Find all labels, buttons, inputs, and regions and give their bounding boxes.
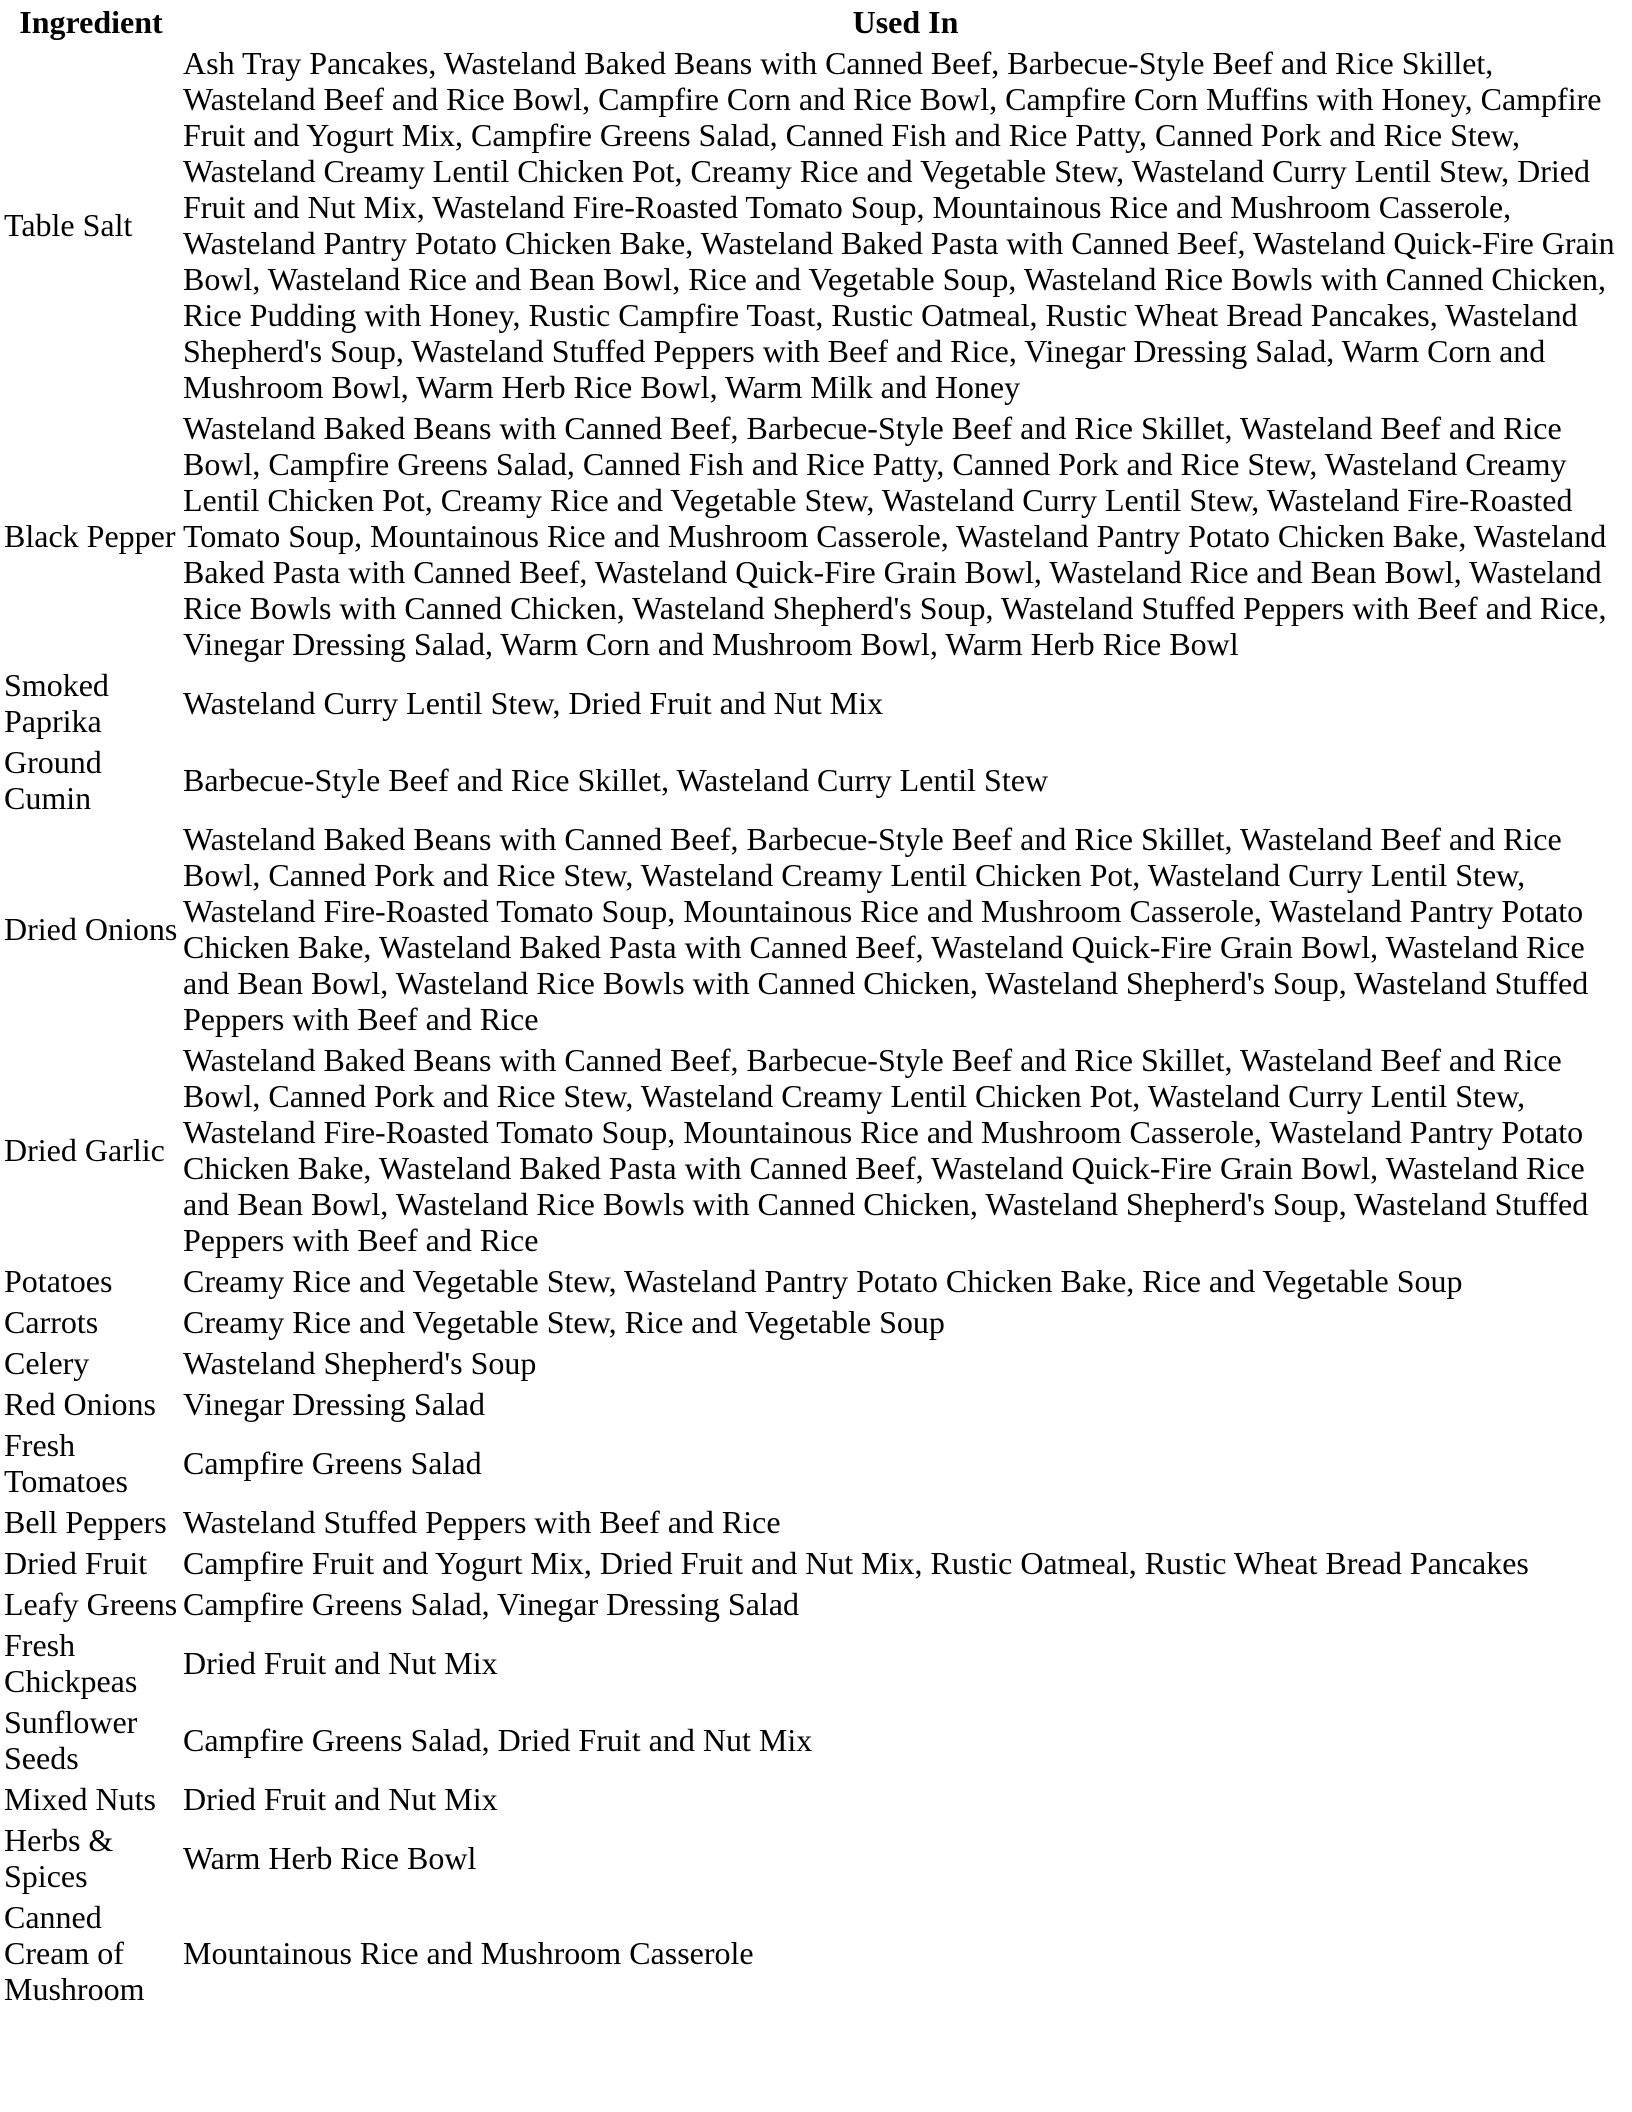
ingredient-cell: Fresh Tomatoes bbox=[4, 1427, 128, 1499]
ingredient-cell: Mixed Nuts bbox=[4, 1781, 156, 1817]
used-in-cell: Barbecue-Style Beef and Rice Skillet, Wasteland Curry Lentil Stew bbox=[183, 762, 1049, 798]
used-in-cell: Creamy Rice and Vegetable Stew, Wasteland Pantry Potato Chicken Bake, Rice and Vegetable Soup bbox=[183, 1263, 1463, 1299]
used-in-cell: Wasteland Baked Beans with Canned Beef, Barbecue-Style Beef and Rice Skillet, Wasteland Beef and Rice Bowl, Canned Pork and Rice Stew, Wasteland Creamy Lentil Chicken Pot, Wasteland Curry Lentil Stew, Wasteland Fire-Roasted Tomato Soup, Mountainous Rice and Mushroom Casserole, Wasteland Pantry Potato Chicken Bake, Wasteland Baked Pasta with Canned Beef, Wasteland Quick-Fire Grain Bowl, Wasteland Rice and Bean Bowl, Wasteland Rice Bowls with Canned Chicken, Wasteland Shepherd's Soup, Wasteland Stuffed Peppers with Beef and Rice bbox=[183, 821, 1589, 1037]
table-row bbox=[3, 1041, 1629, 1259]
used-in-cell: Warm Herb Rice Bowl bbox=[183, 1840, 477, 1876]
used-in-cell: Creamy Rice and Vegetable Stew, Rice and Vegetable Soup bbox=[183, 1304, 945, 1340]
table-row bbox=[3, 666, 1629, 740]
ingredient-cell: Smoked Paprika bbox=[4, 667, 109, 739]
table-row bbox=[3, 1385, 1629, 1423]
table-row bbox=[3, 1503, 1629, 1541]
used-in-cell: Campfire Fruit and Yogurt Mix, Dried Fruit and Nut Mix, Rustic Oatmeal, Rustic Wheat Bread Pancakes bbox=[183, 1545, 1529, 1581]
ingredient-cell: Dried Onions bbox=[4, 911, 178, 947]
used-in-cell: Dried Fruit and Nut Mix bbox=[183, 1645, 498, 1681]
header-row bbox=[3, 3, 1629, 41]
ingredient-cell: Ground Cumin bbox=[4, 744, 102, 816]
table-row bbox=[3, 1344, 1629, 1382]
ingredient-cell: Potatoes bbox=[4, 1263, 113, 1299]
ingredient-cell: Dried Garlic bbox=[4, 1132, 165, 1168]
table-row bbox=[3, 1821, 1629, 1895]
ingredient-cell: Celery bbox=[4, 1345, 90, 1381]
table-row bbox=[3, 743, 1629, 817]
used-in-cell: Campfire Greens Salad, Vinegar Dressing Salad bbox=[183, 1586, 799, 1622]
used-in-cell: Wasteland Baked Beans with Canned Beef, Barbecue-Style Beef and Rice Skillet, Wasteland Beef and Rice Bowl, Canned Pork and Rice Stew, Wasteland Creamy Lentil Chicken Pot, Wasteland Curry Lentil Stew, Wasteland Fire-Roasted Tomato Soup, Mountainous Rice and Mushroom Casserole, Wasteland Pantry Potato Chicken Bake, Wasteland Baked Pasta with Canned Beef, Wasteland Quick-Fire Grain Bowl, Wasteland Rice and Bean Bowl, Wasteland Rice Bowls with Canned Chicken, Wasteland Shepherd's Soup, Wasteland Stuffed Peppers with Beef and Rice bbox=[183, 1042, 1589, 1258]
table-row bbox=[3, 1303, 1629, 1341]
used-in-cell: Wasteland Curry Lentil Stew, Dried Fruit and Nut Mix bbox=[183, 685, 884, 721]
used-in-cell: Dried Fruit and Nut Mix bbox=[183, 1781, 498, 1817]
ingredient-cell: Black Pepper bbox=[4, 518, 176, 554]
used-in-cell: Wasteland Stuffed Peppers with Beef and Rice bbox=[183, 1504, 781, 1540]
ingredient-cell: Table Salt bbox=[4, 207, 133, 243]
ingredient-cell: Fresh Chickpeas bbox=[4, 1627, 138, 1699]
table-row bbox=[3, 1780, 1629, 1818]
ingredient-cell: Dried Fruit bbox=[4, 1545, 148, 1581]
ingredient-cell: Herbs & Spices bbox=[4, 1822, 114, 1894]
table-row bbox=[3, 1703, 1629, 1777]
ingredient-cell: Sunflower Seeds bbox=[4, 1704, 138, 1776]
used-in-cell: Campfire Greens Salad bbox=[183, 1445, 482, 1481]
table-row bbox=[3, 1426, 1629, 1500]
header-used-in: Used In bbox=[852, 4, 959, 40]
ingredient-cell: Bell Peppers bbox=[4, 1504, 167, 1540]
table-row bbox=[3, 820, 1629, 1038]
used-in-cell: Wasteland Baked Beans with Canned Beef, Barbecue-Style Beef and Rice Skillet, Wasteland Beef and Rice Bowl, Campfire Greens Salad, Canned Fish and Rice Patty, Canned Pork and Rice Stew, Wasteland Creamy Lentil Chicken Pot, Creamy Rice and Vegetable Stew, Wasteland Curry Lentil Stew, Wasteland Fire-Roasted Tomato Soup, Mountainous Rice and Mushroom Casserole, Wasteland Pantry Potato Chicken Bake, Wasteland Baked Pasta with Canned Beef, Wasteland Quick-Fire Grain Bowl, Wasteland Rice and Bean Bowl, Wasteland Rice Bowls with Canned Chicken, Wasteland Shepherd's Soup, Wasteland Stuffed Peppers with Beef and Rice, Vinegar Dressing Salad, Warm Corn and Mushroom Bowl, Warm Herb Rice Bowl bbox=[183, 410, 1607, 662]
ingredient-cell: Canned Cream of Mushroom bbox=[4, 1899, 145, 2007]
used-in-cell: Vinegar Dressing Salad bbox=[183, 1386, 485, 1422]
ingredient-cell: Red Onions bbox=[4, 1386, 156, 1422]
table-row bbox=[3, 1898, 1629, 2008]
used-in-cell: Mountainous Rice and Mushroom Casserole bbox=[183, 1935, 754, 1971]
table-row bbox=[3, 1262, 1629, 1300]
ingredient-cell: Leafy Greens bbox=[4, 1586, 178, 1622]
table-row bbox=[3, 1585, 1629, 1623]
table-row bbox=[3, 1626, 1629, 1700]
ingredient-cell: Carrots bbox=[4, 1304, 99, 1340]
table-row bbox=[3, 44, 1629, 406]
header-ingredient: Ingredient bbox=[19, 4, 163, 40]
used-in-cell: Ash Tray Pancakes, Wasteland Baked Beans with Canned Beef, Barbecue-Style Beef and Rice Skillet, Wasteland Beef and Rice Bowl, Campfire Corn and Rice Bowl, Campfire Corn Muffins with Honey, Campfire Fruit and Yogurt Mix, Campfire Greens Salad, Canned Fish and Rice Patty, Canned Pork and Rice Stew, Wasteland Creamy Lentil Chicken Pot, Creamy Rice and Vegetable Stew, Wasteland Curry Lentil Stew, Dried Fruit and Nut Mix, Wasteland Fire-Roasted Tomato Soup, Mountainous Rice and Mushroom Casserole, Wasteland Pantry Potato Chicken Bake, Wasteland Baked Pasta with Canned Beef, Wasteland Quick-Fire Grain Bowl, Wasteland Rice and Bean Bowl, Rice and Vegetable Soup, Wasteland Rice Bowls with Canned Chicken, Rice Pudding with Honey, Rustic Campfire Toast, Rustic Oatmeal, Rustic Wheat Bread Pancakes, Wasteland Shepherd's Soup, Wasteland Stuffed Peppers with Beef and Rice, Vinegar Dressing Salad, Warm Corn and Mushroom Bowl, Warm Herb Rice Bowl, Warm Milk and Honey bbox=[183, 45, 1615, 405]
used-in-cell: Wasteland Shepherd's Soup bbox=[183, 1345, 537, 1381]
used-in-cell: Campfire Greens Salad, Dried Fruit and Nut Mix bbox=[183, 1722, 813, 1758]
table-row bbox=[3, 1544, 1629, 1582]
table-row bbox=[3, 409, 1629, 663]
